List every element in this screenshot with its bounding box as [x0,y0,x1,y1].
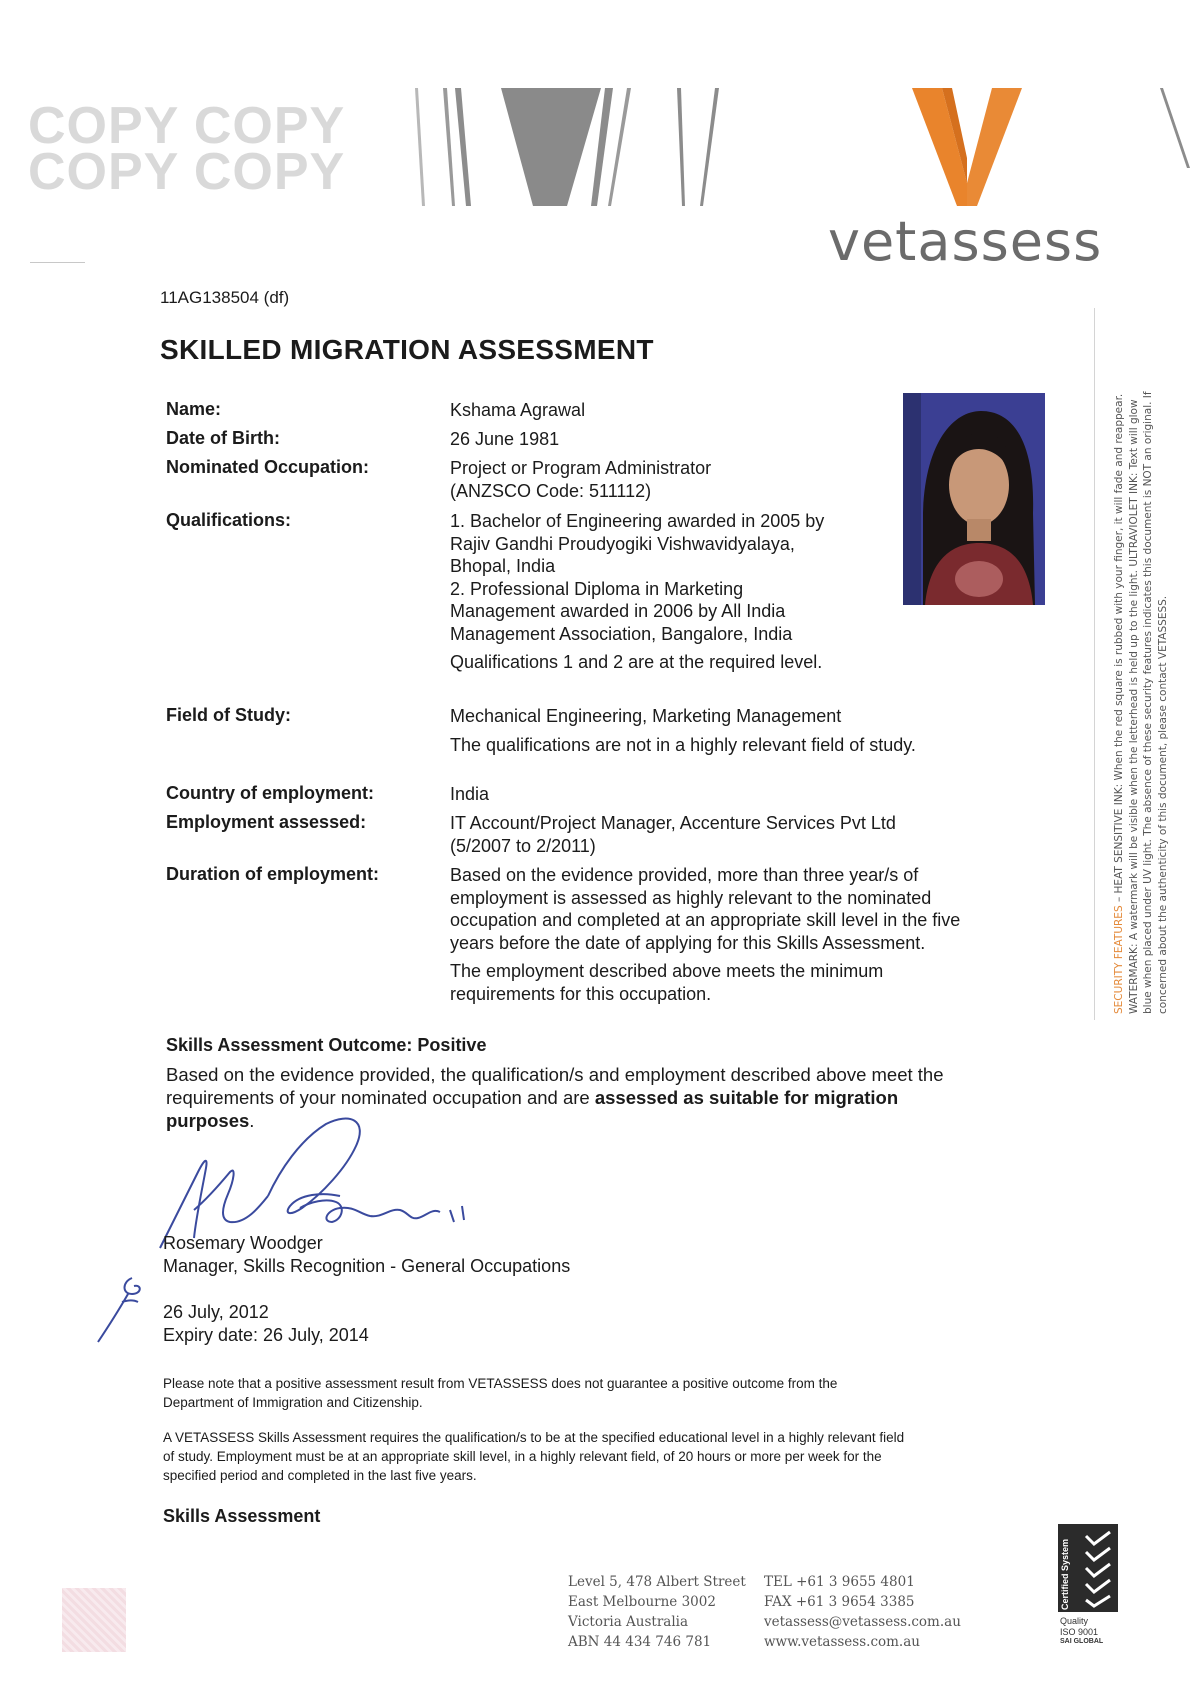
security-features-text [1112,314,1170,1014]
text-line [166,1086,1046,1109]
text-line: (ANZSCO Code: 511112) [450,480,652,501]
text-line: The employment described above meets the minimum [450,961,884,981]
field-of-study-label: Field of Study: [166,705,291,725]
heat-sensitive-square [62,1588,126,1652]
text-line: Bhopal, India [450,556,556,576]
quality-label: Quality [1060,1616,1089,1626]
certified-system-label: Certified System [1060,1538,1070,1610]
security-line-text: – HEAT SENSITIVE INK: When the red square is rubbed with your finger, it will fade and reappear. [1113,393,1125,906]
page-title: SKILLED MIGRATION ASSESSMENT [160,334,654,365]
security-line: blue when placed under UV light. The absence of these security features indicates this document is NOT an original. If [1142,391,1154,1014]
disclaimer-note [163,1374,1073,1412]
reference-number: 11AG138504 (df) [160,288,290,307]
text-line: Based on the evidence provided, more than three year/s of [450,865,919,885]
text-line: Mechanical Engineering, Marketing Management [450,706,842,726]
iso-standard-label: ISO 9001 [1060,1627,1099,1637]
text-line: of study. Employment must be at an appropriate skill level, in a highly relevant field, of 20 hours or more per week for the [163,1449,882,1464]
text-line: Level 5, 478 Albert Street [568,1574,746,1590]
text-line: 2. Professional Diploma in Marketing [450,578,744,599]
signatory-name: Rosemary Woodger [163,1233,323,1253]
dob-label: Date of Birth: [166,428,280,448]
text-line: requirements for this occupation. [450,983,712,1004]
letterhead-stripes-graphic [415,88,765,206]
field-of-study-value [450,705,1020,756]
fax-number: FAX +61 3 9654 3385 [764,1594,915,1610]
brand-name: vetassess [828,210,1103,273]
applicant-photo [903,393,1045,605]
employment-label: Employment assessed: [166,812,367,832]
requirements-note [163,1428,1073,1485]
text-line: Victoria Australia [568,1614,689,1630]
footer-address [568,1572,746,1652]
text-line: 1. Bachelor of Engineering awarded in 2005 by [450,511,825,531]
name-value: Kshama Agrawal [450,400,586,420]
field-of-study-note: The qualifications are not in a highly relevant field of study. [450,734,916,755]
security-features-panel [1094,308,1187,1020]
certified-system-box [1058,1524,1118,1612]
dob-value: 26 June 1981 [450,429,560,449]
text-line: Rajiv Gandhi Proudyogiki Vishwavidyalaya, [450,533,795,554]
footer-contact [764,1572,961,1652]
text-line: ABN 44 434 746 781 [568,1634,712,1650]
name-label: Name: [166,399,222,419]
duration-value [450,864,1020,1005]
certification-badge [1058,1524,1118,1652]
sai-global-label: SAI GLOBAL [1060,1638,1104,1645]
security-line: WATERMARK: A watermark will be visible when the letterhead is held up to the light. ULTRAVIOLET INK: Text will glow [1127,399,1140,1014]
skills-assessment-heading: Skills Assessment [163,1506,321,1526]
text-line: years before the date of applying for this Skills Assessment. [450,932,926,953]
text-line: employment is assessed as highly relevant to the nominated [450,887,932,908]
text-line: specified period and completed in the last five years. [163,1468,477,1483]
handwritten-signature [150,1110,490,1250]
watermark-line: COPY COPY [28,97,346,155]
text-line: IT Account/Project Manager, Accenture Services Pvt Ltd [450,813,896,833]
text-line: Department of Immigration and Citizenship. [163,1395,423,1410]
qualifications-note: Qualifications 1 and 2 are at the required level. [450,652,823,672]
qualifications-label: Qualifications: [166,510,292,530]
text-line: Management awarded in 2006 by All India [450,601,786,621]
duration-label: Duration of employment: [166,864,380,884]
copy-watermark [28,96,398,201]
text-line: A VETASSESS Skills Assessment requires the qualification/s to be at the specified educational level in a highly relevant field [163,1430,905,1445]
security-line: concerned about the authenticity of this document, please contact VETASSESS. [1156,595,1169,1014]
text-line: East Melbourne 3002 [568,1594,716,1610]
outcome-bold-text: purposes [166,1110,250,1131]
employment-value [450,812,1020,857]
outcome-plain-text: requirements of your nominated occupation and are [166,1087,595,1108]
handwritten-initials [92,1272,154,1344]
text-line: Based on the evidence provided, the qualification/s and employment described above meet the [166,1064,944,1085]
outcome-bold-text: assessed as suitable for migration [594,1087,899,1108]
check-marks-icon [1082,1530,1114,1608]
vetassess-logo-icon [912,88,1022,206]
text-line: (5/2007 to 2/2011) [450,835,596,856]
security-heading: SECURITY FEATURES [1113,905,1125,1014]
email-address: vetassess@vetassess.com.au [764,1614,961,1630]
watermark-line: COPY COPY [28,143,346,201]
signatory-position: Manager, Skills Recognition - General Occupations [163,1256,571,1276]
country-value: India [450,784,490,804]
text-line: Management Association, Bangalore, India [450,623,793,644]
outcome-plain-text: . [249,1110,255,1131]
margin-mark [30,262,85,263]
expiry-date: Expiry date: 26 July, 2014 [163,1325,369,1345]
outcome-heading: Skills Assessment Outcome: Positive [166,1035,487,1055]
portrait-image [903,393,1045,605]
occupation-label: Nominated Occupation: [166,457,370,477]
text-line: Project or Program Administrator [450,458,712,478]
country-label: Country of employment: [166,783,375,803]
letterhead-slash-graphic [1160,88,1190,178]
text-line: occupation and completed at an appropriate skill level in the five [450,910,961,930]
text-line: Please note that a positive assessment result from VETASSESS does not guarantee a positive outcome from the [163,1376,838,1391]
security-line [1112,314,1127,1014]
issue-date: 26 July, 2012 [163,1302,269,1322]
phone-number: TEL +61 3 9655 4801 [764,1574,915,1590]
website-address: www.vetassess.com.au [764,1634,920,1650]
